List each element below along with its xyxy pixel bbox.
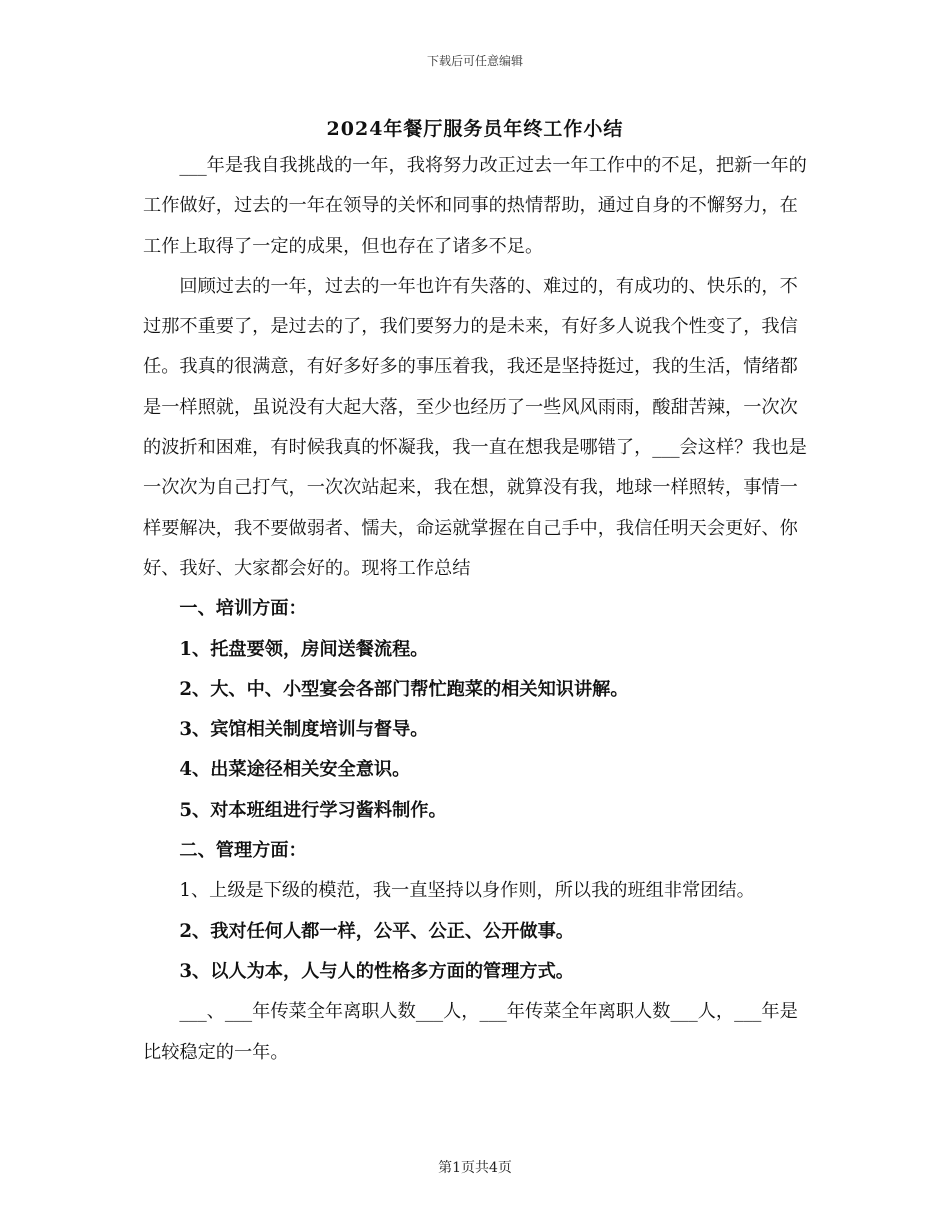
paragraph-review: 回顾过去的一年，过去的一年也许有失落的、难过的，有成功的、快乐的，不过那不重要了，是过去的了，我们要努力的是未来，有好多人说我个性变了，我信任。我真的很满意，有好多好多的事压着我，我还是坚持挺过，我的生活，情绪都是一样照就，虽说没有大起大落，至少也经历了一些风风雨雨，酸甜苦辣，一次次的波折和困难，有时候我真的怀凝我，我一直在想我是哪错了，___会这样？我也是一次次为自己打气，一次次站起来，我在想，就算没有我，地球一样照转，事情一样要解决，我不要做弱者、懦夫，命运就掌握在自己手中，我信任明天会更好、你好、我好、大家都会好的。现将工作总结 (143, 275, 807, 579)
training-item: 4、出菜途径相关安全意识。 (179, 759, 411, 781)
section-heading-training: 一、培训方面： (179, 598, 307, 620)
paragraph-intro: ___年是我自我挑战的一年，我将努力改正过去一年工作中的不足，把新一年的工作做好，过去的一年在领导的关怀和同事的热情帮助，通过自身的不懈努力，在工作上取得了一定的成果，但也存在了诸多不足。 (143, 155, 807, 257)
training-item: 1、托盘要领，房间送餐流程。 (179, 638, 429, 660)
management-item: 2、我对任何人都一样，公平、公正、公开做事。 (179, 920, 574, 942)
document-title: 2024年餐厅服务员年终工作小结 (326, 118, 624, 140)
page-footer: 第1页共4页 (438, 1160, 512, 1176)
page-header: 下载后可任意编辑 (426, 54, 523, 68)
management-item: 1、上级是下级的模范，我一直坚持以身作则，所以我的班组非常团结。 (179, 880, 755, 902)
paragraph-staff-turnover: ___、___年传菜全年离职人数___人，___年传菜全年离职人数___人，___年是比较稳定的一年。 (143, 1001, 798, 1063)
training-item: 2、大、中、小型宴会各部门帮忙跑菜的相关知识讲解。 (179, 678, 629, 700)
management-item: 3、以人为本，人与人的性格多方面的管理方式。 (179, 960, 574, 982)
document-body (143, 146, 815, 1073)
section-heading-management: 二、管理方面： (179, 840, 307, 862)
training-item: 5、对本班组进行学习酱料制作。 (179, 799, 447, 821)
training-item: 3、宾馆相关制度培训与督导。 (179, 719, 429, 741)
